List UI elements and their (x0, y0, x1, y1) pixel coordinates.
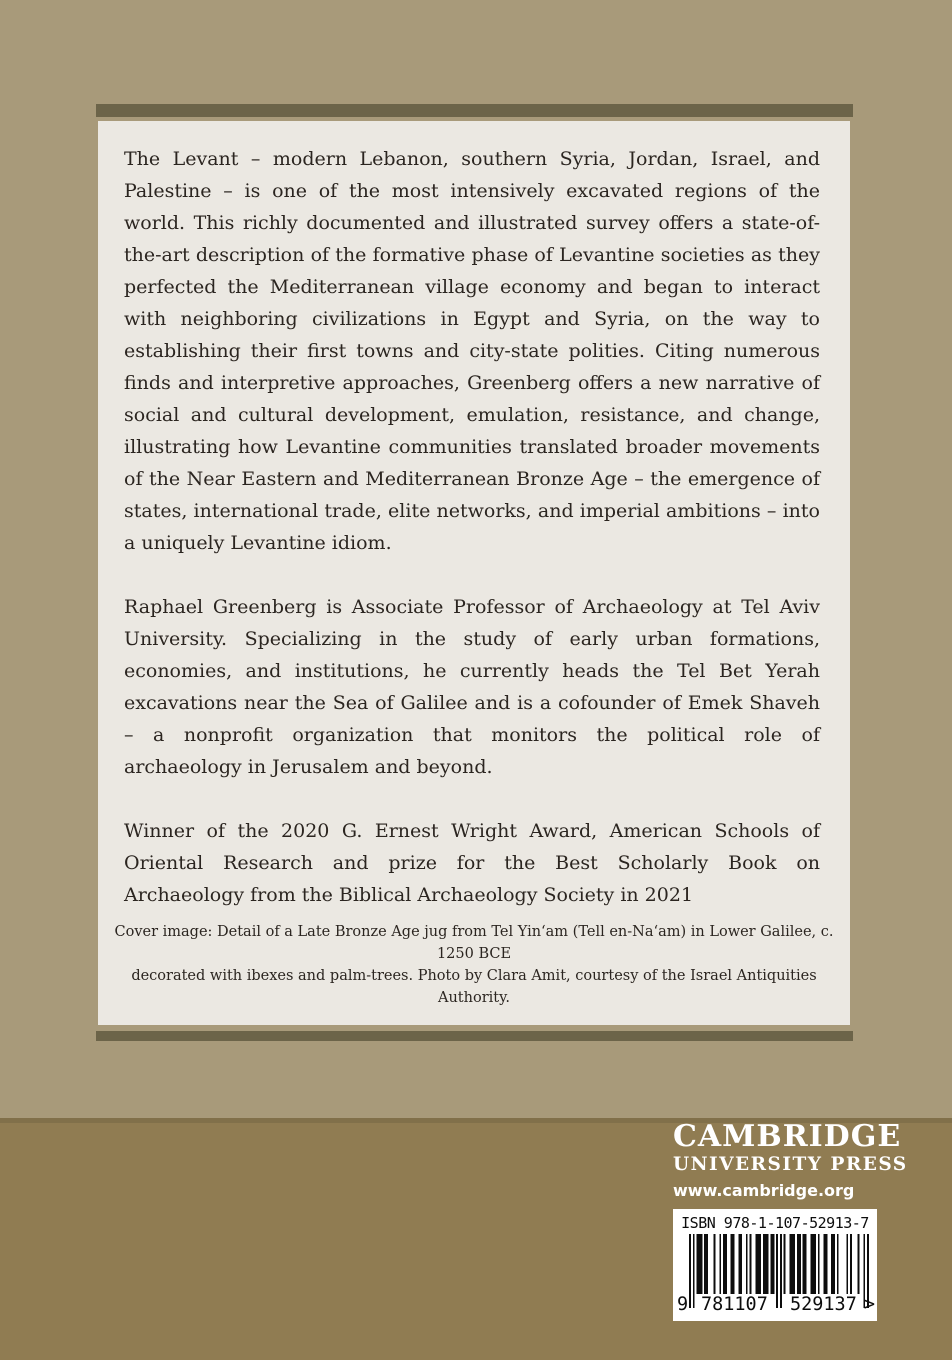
bottom-accent-bar (96, 1031, 853, 1041)
barcode-trailing-char: > (863, 1294, 875, 1315)
blurb-paragraph-author-bio: Raphael Greenberg is Associate Professor of Archaeology at Tel Aviv University. Specializing in the study of early urban formations, economies, and institutions, he currently heads the Tel Bet Yerah excavations near the Sea of Galilee and is a cofounder of Emek Shaveh – a nonprofit organization that monitors the political role of archaeology in Jerusalem and beyond. (124, 596, 820, 778)
isbn-barcode (677, 1234, 875, 1318)
publisher-block (673, 1119, 908, 1321)
top-accent-bar (96, 104, 853, 117)
publisher-logo-university-press: UNIVERSITY PRESS (673, 1154, 908, 1175)
blurb-paragraph-awards: Winner of the 2020 G. Ernest Wright Award, American Schools of Oriental Research and prize for the Best Scholarly Book on Archaeology from the Biblical Archaeology Society in 2021 (124, 820, 820, 906)
blurb-paragraph-synopsis: The Levant – modern Lebanon, southern Syria, Jordan, Israel, and Palestine – is one of the most intensively excavated regions of the world. This richly documented and illustrated survey offers a state-of- the-art description of the formative phase of Levantine societies as they perfected the Mediterranean village economy and began to interact with neighboring civilizations in Egypt and Syria, on the way to establishing their first towns and city-state polities. Citing numerous finds and interpretive approaches, Greenberg offers a new narrative of social and cultural development, emulation, resistance, and change, illustrating how Levantine communities translated broader movements of the Near Eastern and Mediterranean Bronze Age – the emergence of states, international trade, elite networks, and imperial ambitions – into a uniquely Levantine idiom. (124, 148, 820, 554)
blurb-panel (98, 121, 850, 1025)
barcode-digit-lead: 9 (677, 1294, 689, 1315)
barcode-digits-left-group: 781107 (701, 1294, 768, 1315)
credit-line-1: Cover image: Detail of a Late Bronze Age jug from Tel Yin‘am (Tell en-Na‘am) in Lower Galilee, c. 1250 BCE (114, 924, 834, 962)
isbn-block (673, 1209, 877, 1321)
cover-image-credit (98, 921, 850, 1009)
publisher-website: www.cambridge.org (673, 1181, 855, 1200)
barcode-digits-right-group: 529137 (790, 1294, 857, 1315)
credit-line-2: decorated with ibexes and palm-trees. Photo by Clara Amit, courtesy of the Israel Antiquities Authority. (131, 968, 817, 1006)
publisher-logo-cambridge: CAMBRIDGE (673, 1119, 902, 1154)
isbn-label: ISBN 978-1-107-52913-7 (681, 1214, 869, 1232)
